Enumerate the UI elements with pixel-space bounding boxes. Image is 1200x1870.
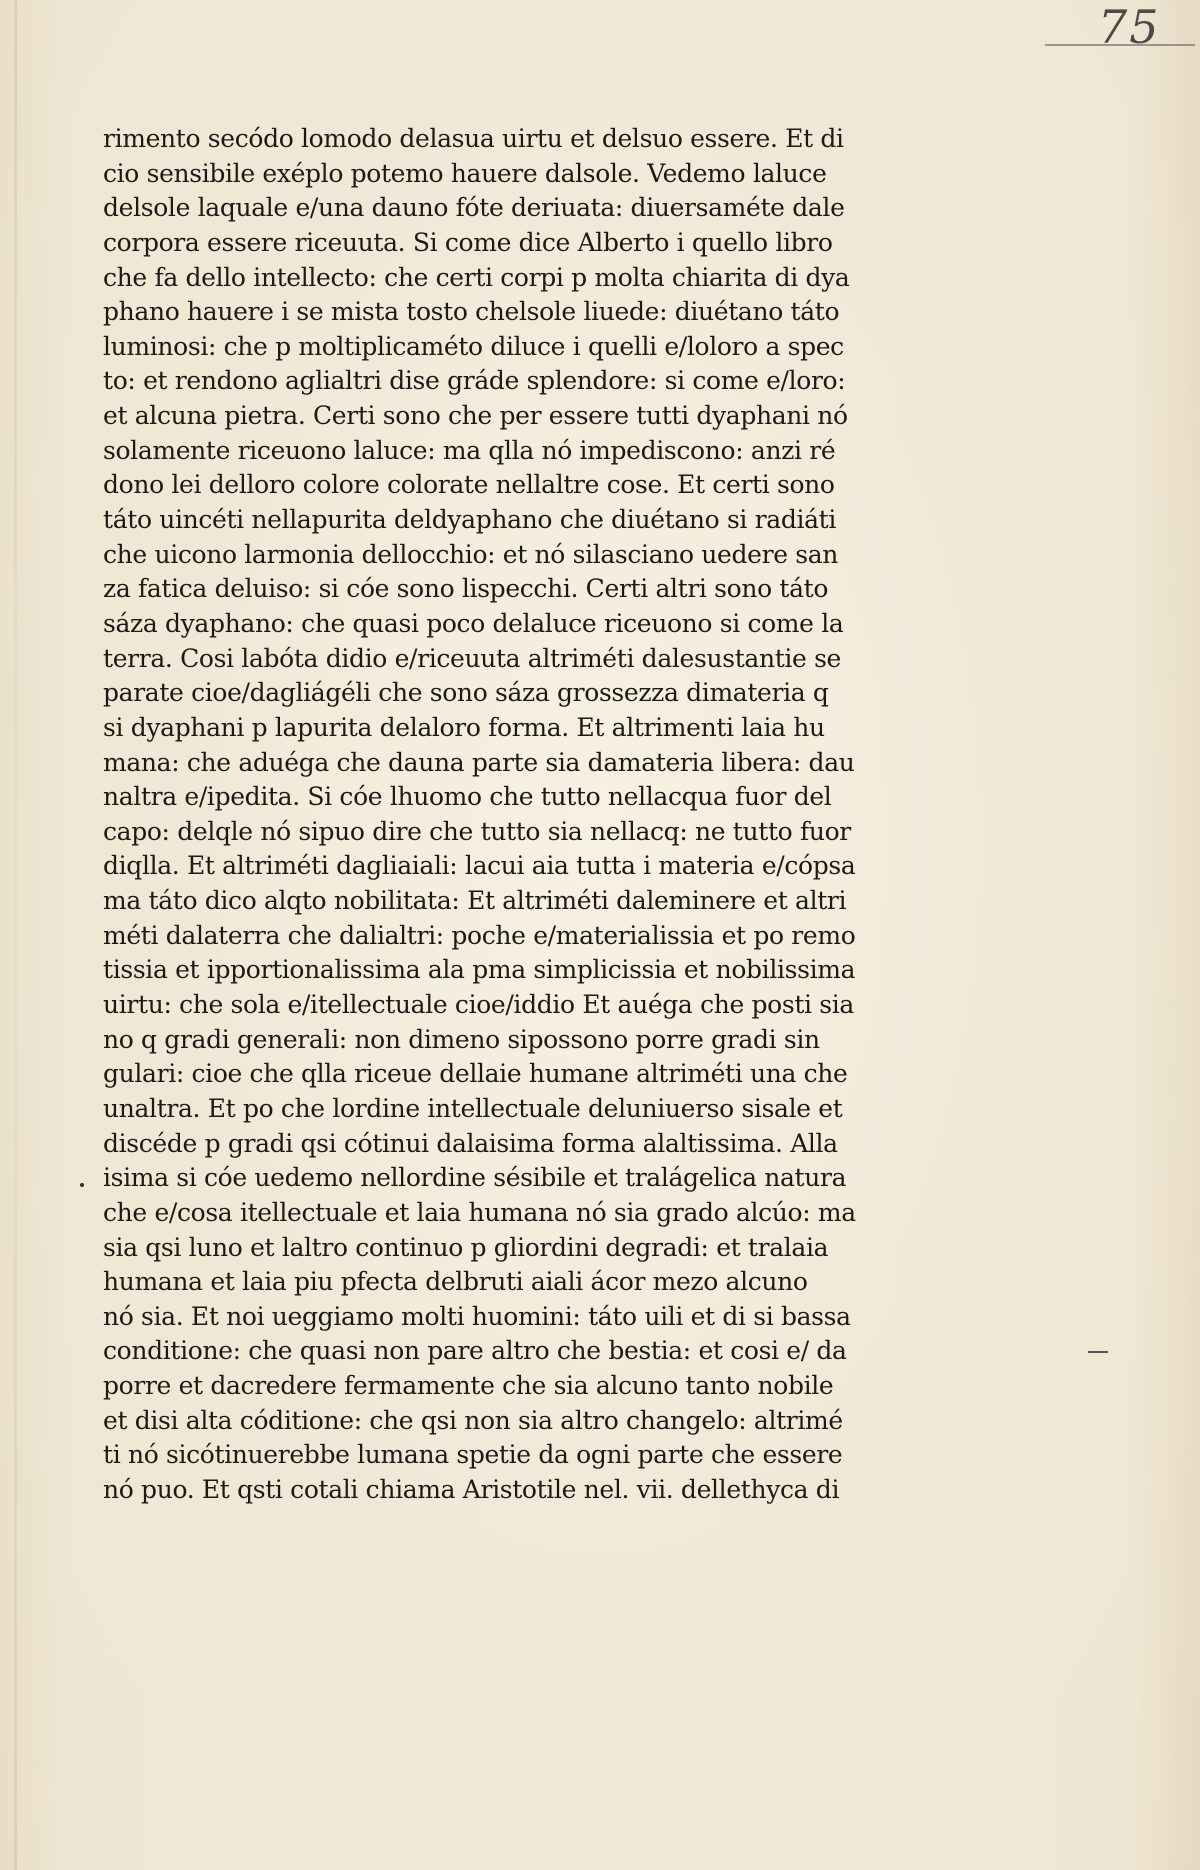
text-line: parate cioe/dagliágéli che sono sáza grossezza dimateria q (103, 678, 829, 708)
text-line: solamente riceuono laluce: ma qlla nó impediscono: anzi ré (103, 435, 836, 465)
text-line: sáza dyaphano: che quasi poco delaluce riceuono si come la (103, 608, 844, 638)
text-line: no q gradi generali: non dimeno sipossono porre gradi sin (103, 1024, 820, 1054)
text-line: et disi alta códitione: che qsi non sia altro changelo: altrimé (103, 1405, 843, 1435)
text-line: gulari: cioe che qlla riceue dellaie humane altriméti una che (103, 1059, 848, 1089)
text-line: corpora essere riceuuta. Si come dice Alberto i quello libro (103, 227, 833, 257)
text-line: conditione: che quasi non pare altro che bestia: et cosi e/ da (103, 1336, 847, 1366)
main-text-block (103, 122, 893, 1508)
text-line: dono lei delloro colore colorate nellaltre cose. Et certi sono (103, 470, 835, 500)
text-line: naltra e/ipedita. Si cóe lhuomo che tutto nellacqua fuor del (103, 782, 832, 812)
text-line: tissia et ipportionalissima ala pma simplicissia et nobilissima (103, 955, 856, 985)
text-line: delsole laquale e/una dauno fóte deriuata: diuersaméte dale (103, 193, 845, 223)
text-line: za fatica deluiso: si cóe sono lispecchi. Certi altri sono táto (103, 574, 829, 604)
text-line: ma táto dico alqto nobilitata: Et altriméti daleminere et altri (103, 886, 847, 916)
margin-dot (80, 1183, 84, 1187)
text-line: capo: delqle nó sipuo dire che tutto sia nellacq: ne tutto fuor (103, 816, 851, 846)
text-line: mana: che aduéga che dauna parte sia damateria libera: dau (103, 747, 855, 777)
text-line: luminosi: che p moltiplicaméto diluce i quelli e/loloro a spec (103, 331, 844, 361)
text-line: et alcuna pietra. Certi sono che per essere tutti dyaphani nó (103, 401, 848, 431)
text-line: uirtu: che sola e/itellectuale cioe/iddio Et auéga che posti sia (103, 990, 854, 1020)
text-line: porre et dacredere fermamente che sia alcuno tanto nobile (103, 1371, 834, 1401)
text-line: isima si cóe uedemo nellordine sésibile et tralágelica natura (103, 1163, 847, 1193)
text-line: méti dalaterra che dalialtri: poche e/materialissia et po remo (103, 920, 856, 950)
text-line: ti nó sicótinuerebbe lumana spetie da ogni parte che essere (103, 1440, 843, 1470)
text-line: phano hauere i se mista tosto chelsole liuede: diuétano táto (103, 297, 840, 327)
text-line: nó puo. Et qsti cotali chiama Aristotile nel. vii. dellethyca di (103, 1474, 840, 1504)
text-line: táto uincéti nellapurita deldyaphano che diuétano si radiáti (103, 505, 837, 535)
text-line: che e/cosa itellectuale et laia humana nó sia grado alcúo: ma (103, 1197, 856, 1227)
margin-tick (1088, 1351, 1108, 1353)
text-line: cio sensibile exéplo potemo hauere dalsole. Vedemo laluce (103, 158, 827, 188)
text-line: nó sia. Et noi ueggiamo molti huomini: táto uili et di si bassa (103, 1301, 851, 1331)
text-line: si dyaphani p lapurita delaloro forma. Et altrimenti laia hu (103, 712, 825, 742)
folio-number: 75 (1098, 0, 1161, 54)
text-line: che uicono larmonia dellocchio: et nó silasciano uedere san (103, 539, 839, 569)
text-line: sia qsi luno et laltro continuo p gliordini degradi: et tralaia (103, 1232, 829, 1262)
text-line: humana et laia piu pfecta delbruti aiali ácor mezo alcuno (103, 1267, 808, 1297)
text-line: che fa dello intellecto: che certi corpi p molta chiarita di dya (103, 262, 850, 292)
text-line: to: et rendono aglialtri dise gráde splendore: si come e/loro: (103, 366, 846, 396)
text-line: diqlla. Et altriméti dagliaiali: lacui aia tutta i materia e/cópsa (103, 851, 856, 881)
text-line: unaltra. Et po che lordine intellectuale deluniuerso sisale et (103, 1093, 843, 1123)
text-line: rimento secódo lomodo delasua uirtu et delsuo essere. Et di (103, 124, 844, 153)
text-line: discéde p gradi qsi cótinui dalaisima forma alaltissima. Alla (103, 1128, 838, 1158)
text-line: terra. Cosi labóta didio e/riceuuta altriméti dalesustantie se (103, 643, 842, 673)
